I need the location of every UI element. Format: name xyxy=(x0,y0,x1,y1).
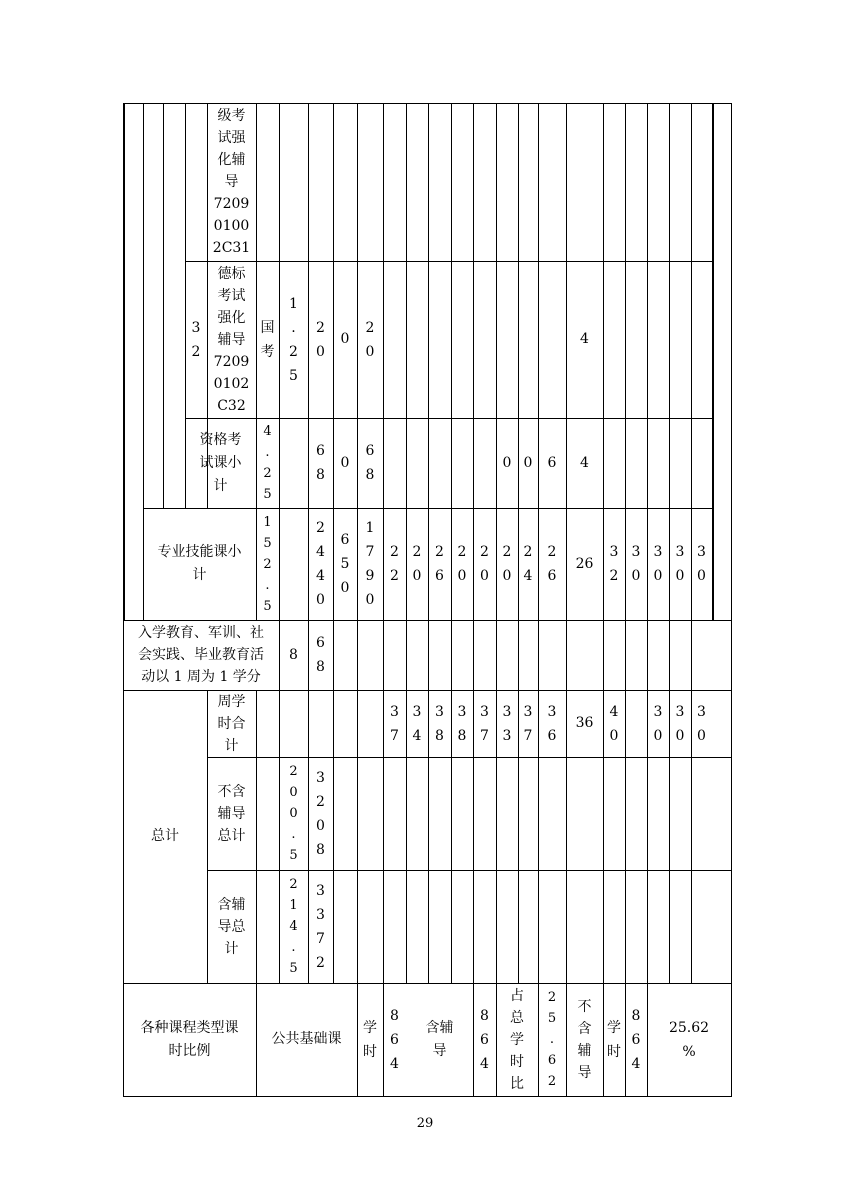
ratio-excl-hours: 8 6 4 xyxy=(631,1007,641,1072)
prof-week-6: 2 0 xyxy=(502,544,512,584)
prof-theory: 6 5 0 xyxy=(340,532,350,596)
entry-education-label: 入学教育、军训、社 会实践、毕业教育活 动以 1 周为 1 学分 xyxy=(138,625,264,685)
prof-week-7: 2 4 xyxy=(523,544,533,584)
weekly-2: 3 4 xyxy=(412,703,422,744)
qual-practice: 6 8 xyxy=(365,443,375,483)
prof-practice: 1 7 9 0 xyxy=(365,520,375,608)
row2-hours-practice: 2 0 xyxy=(365,319,375,360)
incl-total: 3 3 7 2 xyxy=(316,882,325,971)
course-name-2c31: 级考 试强 化辅 导 7209 0100 2C31 xyxy=(212,108,251,256)
exam-type: 国 考 xyxy=(260,319,275,360)
prof-week-4: 2 0 xyxy=(457,544,467,584)
ratio-hours: 8 6 4 xyxy=(390,1007,399,1072)
weekly-hours-label: 周学 时合 计 xyxy=(217,693,246,754)
row2-hours-total: 2 0 xyxy=(316,319,325,360)
qual-s5: 0 xyxy=(502,454,512,471)
prof-week-11: 3 0 xyxy=(631,544,641,584)
ratio-incl-label: 含辅 导 xyxy=(425,1019,454,1059)
prof-week-2: 2 0 xyxy=(412,544,422,584)
weekly-12: 3 0 xyxy=(653,703,663,744)
prof-total: 2 4 4 0 xyxy=(316,520,325,608)
ratio-course-type: 公共基础课 xyxy=(271,1031,342,1047)
prof-week-3: 2 6 xyxy=(435,544,444,584)
prof-credit: 1 5 2 . 5 xyxy=(263,514,272,614)
course-name-c32: 德标 考试 强化 辅导 7209 0102 C32 xyxy=(213,265,250,414)
incl-tutoring-label: 含辅 导总 计 xyxy=(217,896,246,957)
weekly-10: 4 0 xyxy=(609,703,619,744)
ratio-incl-hours: 8 6 4 xyxy=(480,1007,489,1072)
prof-week-9: 26 xyxy=(575,555,594,572)
excl-tutoring-label: 不含 辅导 总计 xyxy=(217,783,246,844)
weekly-3: 3 8 xyxy=(435,703,444,744)
qual-total: 6 8 xyxy=(316,443,325,483)
prof-week-8: 2 6 xyxy=(547,544,557,584)
page-number: 29 xyxy=(416,1116,434,1131)
prof-subtotal-label: 专业技能课小 计 xyxy=(157,544,242,583)
weekly-6: 3 3 xyxy=(502,703,512,744)
row2-hours-theory: 0 xyxy=(340,331,350,347)
qual-s6: 0 xyxy=(523,454,533,471)
prof-week-13: 3 0 xyxy=(675,544,685,584)
ratio-hours-label: 学 时 xyxy=(363,1019,377,1060)
qual-theory: 0 xyxy=(340,454,350,471)
qual-subtotal-label: 资格考 试课小 计 xyxy=(199,431,242,494)
qual-s7: 6 xyxy=(547,454,557,471)
ratio-share-value: 2 5 . 6 2 xyxy=(547,990,557,1089)
row2-credit: 1 . 2 5 xyxy=(289,295,298,384)
qual-credit: 4 . 2 5 xyxy=(263,424,272,502)
weekly-7: 3 7 xyxy=(523,703,533,744)
qual-s8: 4 xyxy=(580,454,589,471)
weekly-1: 3 7 xyxy=(390,703,399,744)
weekly-4: 3 8 xyxy=(457,703,467,744)
weekly-14: 3 0 xyxy=(697,703,706,744)
entry-total: 6 8 xyxy=(316,635,325,675)
weekly-9: 36 xyxy=(575,715,594,731)
prof-week-1: 2 2 xyxy=(390,544,399,584)
excl-credit: 2 0 0 . 5 xyxy=(289,764,298,863)
ratio-excl-hours-label: 学 时 xyxy=(607,1019,621,1060)
prof-week-14: 3 0 xyxy=(697,544,706,584)
row2-weekly: 4 xyxy=(580,331,589,347)
row-index-32: 3 2 xyxy=(191,319,201,360)
weekly-13: 3 0 xyxy=(675,703,685,744)
ratio-excl-label: 不 含 辅 导 xyxy=(577,998,592,1081)
weekly-8: 3 6 xyxy=(547,703,557,744)
prof-week-5: 2 0 xyxy=(480,544,489,584)
ratio-excl-share: 25.62 % xyxy=(668,1019,710,1060)
total-label: 总计 xyxy=(151,828,179,844)
entry-credit: 8 xyxy=(289,646,298,663)
ratio-label: 各种课程类型课 时比例 xyxy=(140,1019,239,1059)
prof-week-10: 3 2 xyxy=(609,544,619,584)
prof-week-12: 3 0 xyxy=(653,544,663,584)
weekly-5: 3 7 xyxy=(480,703,489,744)
excl-total: 3 2 0 8 xyxy=(316,769,325,858)
incl-credit: 2 1 4 . 5 xyxy=(289,877,298,976)
ratio-share-label: 占 总 学 时 比 xyxy=(510,987,524,1092)
